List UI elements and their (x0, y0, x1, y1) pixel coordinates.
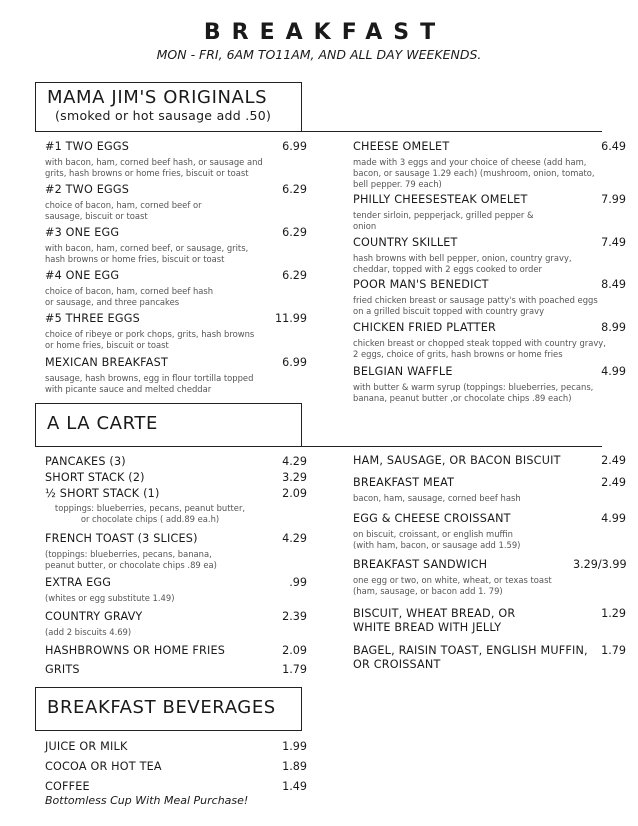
item-name: MEXICAN BREAKFAST (45, 356, 168, 369)
item-name: HASHBROWNS OR HOME FRIES (45, 644, 226, 657)
item-description: bacon, ham, sausage, corned beef hash (353, 493, 521, 503)
item-price: 7.99 (601, 193, 626, 206)
menu-item (353, 607, 628, 635)
item-description: tender sirloin, pepperjack, grilled pepper & onion (353, 210, 534, 231)
item-name: POOR MAN'S BENEDICT (353, 278, 489, 291)
item-name: HAM, SAUSAGE, OR BACON BISCUIT (353, 454, 561, 467)
menu-item (45, 576, 307, 604)
item-price: 4.99 (601, 365, 626, 378)
item-price: 2.09 (282, 644, 307, 657)
item-price: 8.99 (601, 321, 626, 334)
item-price: 6.29 (282, 226, 307, 239)
item-price: 3.29 (282, 471, 307, 484)
item-price: 1.79 (601, 644, 626, 657)
menu-item (45, 226, 307, 265)
menu-title: BREAKFAST (203, 20, 447, 45)
item-price: 1.89 (282, 760, 307, 773)
menu-item (353, 193, 628, 232)
item-name: #2 TWO EGGS (45, 183, 130, 196)
item-name: EGG & CHEESE CROISSANT (353, 512, 511, 525)
menu-item (45, 356, 307, 395)
item-description: (add 2 biscuits 4.69) (45, 627, 132, 637)
menu-item (45, 740, 307, 754)
item-description: (whites or egg substitute 1.49) (45, 593, 175, 603)
item-name: COCOA OR HOT TEA (45, 760, 162, 773)
item-name: BAGEL, RAISIN TOAST, ENGLISH MUFFIN, OR CROISSANT (353, 644, 588, 671)
item-description: with bacon, ham, corned beef, or sausage, grits, hash browns or home fries, biscuit or toast (45, 243, 249, 264)
item-name: BISCUIT, WHEAT BREAD, OR WHITE BREAD WITH JELLY (353, 607, 516, 634)
item-name: ½ SHORT STACK (1) (45, 487, 160, 500)
item-name: CHEESE OMELET (353, 140, 450, 153)
menu-item (45, 644, 307, 658)
menu-item (353, 140, 628, 190)
item-price: 6.29 (282, 183, 307, 196)
item-price: 6.99 (282, 356, 307, 369)
item-price: 6.99 (282, 140, 307, 153)
section-title-beverages: BREAKFAST BEVERAGES (47, 697, 276, 718)
menu-item (353, 454, 628, 468)
item-price: 3.29/3.99 (573, 558, 627, 571)
item-price: 4.29 (282, 455, 307, 468)
menu-item (45, 455, 307, 469)
section-title-alacarte: A LA CARTE (47, 413, 158, 434)
item-price: 2.09 (282, 487, 307, 500)
item-description: made with 3 eggs and your choice of cheese (add ham, bacon, or sausage 1.29 each) (mushroom, onion, tomato, bell pepper. 79 each) (353, 157, 595, 189)
section-header-beverages (35, 687, 302, 731)
item-name: #5 THREE EGGS (45, 312, 140, 325)
item-price: 4.29 (282, 532, 307, 545)
item-price: 1.49 (282, 780, 307, 793)
section-subtitle-originals: (smoked or hot sausage add .50) (55, 108, 272, 123)
item-name: BREAKFAST MEAT (353, 476, 455, 489)
item-price: 8.49 (601, 278, 626, 291)
menu-hours: MON - FRI, 6AM TO11AM, AND ALL DAY WEEKENDS. (156, 47, 482, 62)
menu-item (45, 312, 307, 351)
item-description: hash browns with bell pepper, onion, country gravy, cheddar, topped with 2 eggs cooked to order (353, 253, 572, 274)
item-price: 7.49 (601, 236, 626, 249)
item-name: BREAKFAST SANDWICH (353, 558, 488, 571)
menu-item (353, 476, 628, 504)
item-name: #3 ONE EGG (45, 226, 120, 239)
menu-item (45, 780, 307, 807)
item-name: FRENCH TOAST (3 SLICES) (45, 532, 198, 545)
menu-item (45, 487, 307, 501)
item-name: EXTRA EGG (45, 576, 112, 589)
item-name: SHORT STACK (2) (45, 471, 145, 484)
item-description: choice of ribeye or pork chops, grits, hash browns or home fries, biscuit or toast (45, 329, 255, 350)
item-price: 11.99 (274, 312, 307, 325)
item-name: PHILLY CHEESESTEAK OMELET (353, 193, 528, 206)
menu-item (353, 558, 628, 597)
item-description: sausage, hash browns, egg in flour tortilla topped with picante sauce and melted cheddar (45, 373, 254, 394)
divider-line (302, 131, 602, 132)
item-price: 6.29 (282, 269, 307, 282)
item-description: choice of bacon, ham, corned beef hash or sausage, and three pancakes (45, 286, 214, 307)
menu-item (45, 183, 307, 222)
bottomless-cup-note: Bottomless Cup With Meal Purchase! (45, 794, 249, 807)
item-description: choice of bacon, ham, corned beef or sausage, biscuit or toast (45, 200, 202, 221)
item-name: BELGIAN WAFFLE (353, 365, 453, 378)
item-description: fried chicken breast or sausage patty's with poached eggs on a grilled biscuit topped with country gravy (353, 295, 598, 316)
item-description: chicken breast or chopped steak topped with country gravy, 2 eggs, choice of grits, hash browns or home fries (353, 338, 606, 359)
menu-item (45, 663, 307, 677)
menu-item (45, 610, 307, 638)
menu-item (353, 512, 628, 551)
item-name: #1 TWO EGGS (45, 140, 130, 153)
item-description: with butter & warm syrup (toppings: blueberries, pecans, banana, peanut butter ,or chocolate chips .89 each) (353, 382, 594, 403)
item-name: COFFEE (45, 780, 90, 793)
menu-item (353, 278, 628, 317)
item-name: PANCAKES (3) (45, 455, 126, 468)
menu-item (45, 471, 307, 485)
section-title-originals: MAMA JIM'S ORIGINALS (47, 87, 268, 108)
item-description: one egg or two, on white, wheat, or texas toast (ham, sausage, or bacon add 1. 79) (353, 575, 552, 596)
menu-item (353, 365, 628, 404)
menu-item (353, 236, 628, 275)
menu-item (353, 321, 628, 360)
item-name: GRITS (45, 663, 80, 676)
menu-item (45, 269, 307, 308)
item-price: 2.39 (282, 610, 307, 623)
item-name: CHICKEN FRIED PLATTER (353, 321, 496, 334)
section-header-originals (35, 82, 302, 132)
pancake-toppings-note: toppings: blueberries, pecans, peanut butter, or chocolate chips ( add.89 ea.h) (54, 503, 246, 524)
item-name: COUNTRY SKILLET (353, 236, 458, 249)
item-price: 2.49 (601, 476, 626, 489)
section-header-alacarte (35, 403, 302, 447)
item-price: 6.49 (601, 140, 626, 153)
item-price: 4.99 (601, 512, 626, 525)
item-name: JUICE OR MILK (45, 740, 128, 753)
item-price: .99 (289, 576, 307, 589)
item-description: on biscuit, croissant, or english muffin (with ham, bacon, or sausage add 1.59) (353, 529, 521, 550)
menu-item (45, 140, 307, 179)
item-name: #4 ONE EGG (45, 269, 120, 282)
item-price: 1.79 (282, 663, 307, 676)
item-description: with bacon, ham, corned beef hash, or sausage and grits, hash browns or home fries, biscuit or toast (45, 157, 263, 178)
item-price: 1.29 (601, 607, 626, 620)
menu-item (45, 760, 307, 774)
item-name: COUNTRY GRAVY (45, 610, 143, 623)
menu-item (45, 532, 307, 571)
divider-line (302, 446, 602, 447)
menu-item (353, 644, 628, 672)
item-description: (toppings: blueberries, pecans, banana, peanut butter, or chocolate chips .89 ea) (45, 549, 217, 570)
item-price: 2.49 (601, 454, 626, 467)
item-price: 1.99 (282, 740, 307, 753)
